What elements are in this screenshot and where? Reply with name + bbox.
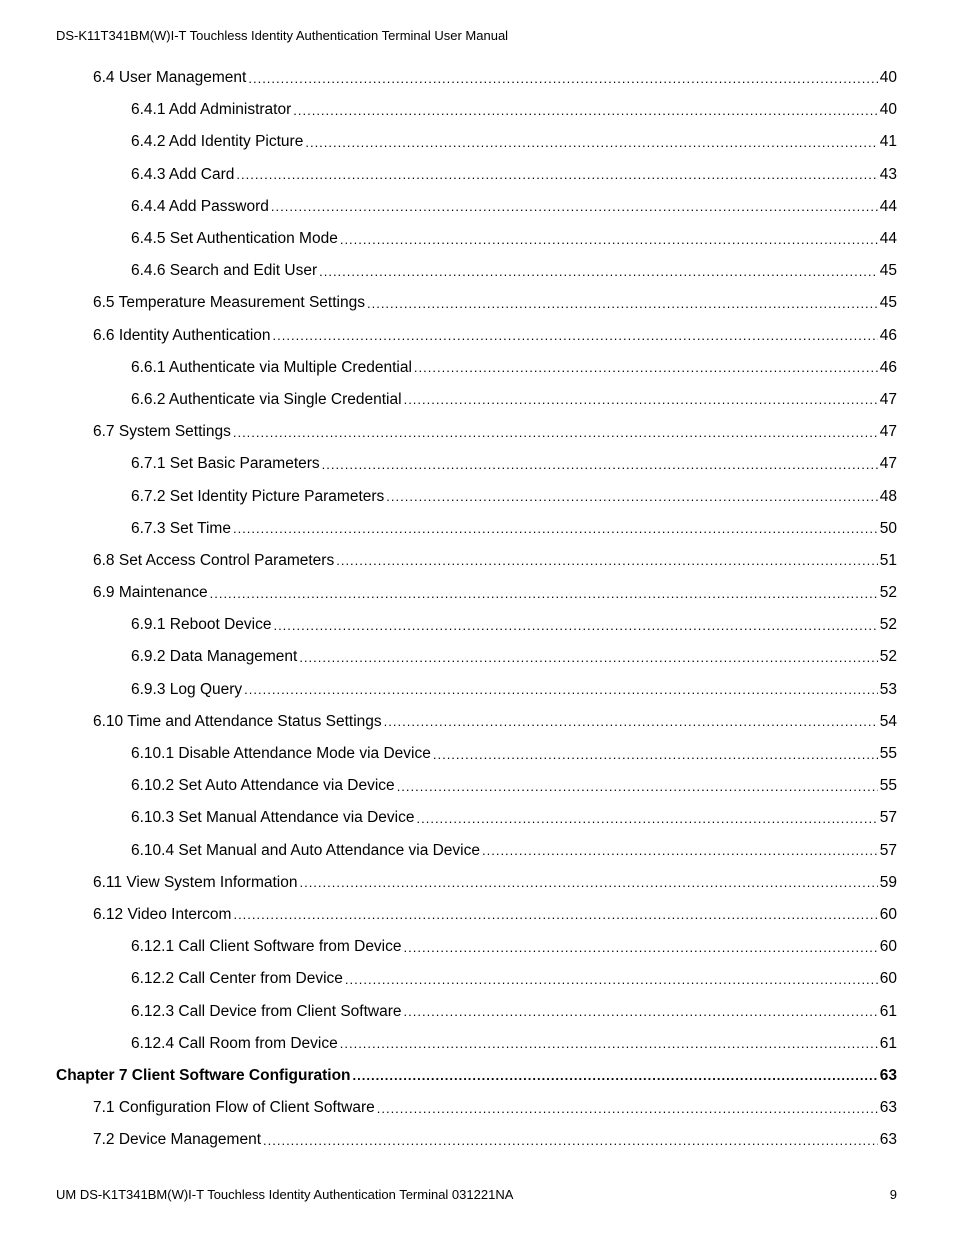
- toc-dot-leader: [236, 167, 877, 182]
- toc-entry[interactable]: [0, 513, 954, 545]
- toc-entry-title: 6.7 System Settings: [93, 423, 231, 441]
- toc-dot-leader: [404, 940, 878, 955]
- toc-dot-leader: [263, 1133, 878, 1148]
- toc-entry-title: 6.6.1 Authenticate via Multiple Credential: [131, 358, 412, 376]
- toc-dot-leader: [273, 618, 877, 633]
- toc-entry-title: 6.4.3 Add Card: [131, 165, 235, 183]
- toc-entry-page: 52: [879, 648, 897, 666]
- toc-dot-leader: [322, 457, 878, 472]
- toc-dot-leader: [273, 328, 878, 343]
- toc-entry-title: 6.9 Maintenance: [93, 584, 208, 602]
- toc-entry-page: 57: [879, 809, 897, 827]
- toc-entry-title: 6.9.3 Log Query: [131, 680, 243, 698]
- toc-entry-title: 6.4 User Management: [93, 69, 247, 87]
- toc-dot-leader: [305, 135, 877, 150]
- toc-entry[interactable]: [0, 802, 954, 834]
- toc-entry[interactable]: [0, 674, 954, 706]
- toc-entry-page: 44: [879, 197, 897, 215]
- toc-entry[interactable]: [0, 62, 954, 94]
- toc-entry-title: 6.11 View System Information: [93, 873, 298, 891]
- toc-entry[interactable]: [0, 287, 954, 319]
- toc-entry[interactable]: [0, 1028, 954, 1060]
- toc-dot-leader: [233, 907, 877, 922]
- toc-entry-page: 63: [879, 1131, 897, 1149]
- toc-entry[interactable]: [0, 867, 954, 899]
- toc-entry-title: 6.10.4 Set Manual and Auto Attendance via Device: [131, 841, 480, 859]
- toc-entry[interactable]: [0, 963, 954, 995]
- toc-entry-page: 46: [879, 326, 897, 344]
- toc-entry-title: 6.12 Video Intercom: [93, 905, 232, 923]
- toc-entry-title: 6.5 Temperature Measurement Settings: [93, 294, 365, 312]
- toc-dot-leader: [248, 71, 877, 86]
- toc-dot-leader: [482, 843, 878, 858]
- toc-entry[interactable]: [0, 223, 954, 255]
- toc-entry-page: 63: [879, 1099, 897, 1117]
- toc-entry-page: 52: [879, 616, 897, 634]
- toc-entry[interactable]: [0, 609, 954, 641]
- toc-dot-leader: [271, 199, 878, 214]
- toc-entry-page: 51: [879, 551, 897, 569]
- toc-entry-title: 6.10 Time and Attendance Status Settings: [93, 712, 382, 730]
- toc-entry-page: 52: [879, 584, 897, 602]
- toc-dot-leader: [299, 875, 877, 890]
- toc-entry-page: 54: [879, 712, 897, 730]
- toc-entry[interactable]: [0, 126, 954, 158]
- toc-entry[interactable]: [0, 706, 954, 738]
- toc-entry[interactable]: [0, 577, 954, 609]
- table-of-contents: [0, 62, 954, 1156]
- toc-entry[interactable]: [0, 191, 954, 223]
- toc-entry-title: 6.4.1 Add Administrator: [131, 101, 292, 119]
- toc-chapter-entry[interactable]: [0, 1060, 954, 1092]
- toc-entry-page: 61: [879, 1002, 897, 1020]
- toc-entry-title: 6.10.1 Disable Attendance Mode via Device: [131, 745, 431, 763]
- toc-entry-page: 61: [879, 1034, 897, 1052]
- toc-entry[interactable]: [0, 480, 954, 512]
- toc-entry-title: 6.7.3 Set Time: [131, 519, 231, 537]
- toc-dot-leader: [414, 360, 878, 375]
- toc-entry-title: Chapter 7 Client Software Configuration: [56, 1066, 351, 1084]
- toc-dot-leader: [244, 682, 878, 697]
- toc-dot-leader: [433, 747, 878, 762]
- toc-entry[interactable]: [0, 995, 954, 1027]
- toc-entry-page: 60: [879, 938, 897, 956]
- toc-entry[interactable]: [0, 545, 954, 577]
- toc-dot-leader: [233, 521, 878, 536]
- toc-entry[interactable]: [0, 320, 954, 352]
- toc-dot-leader: [377, 1101, 878, 1116]
- toc-entry-page: 40: [879, 69, 897, 87]
- toc-entry[interactable]: [0, 255, 954, 287]
- toc-entry-title: 6.7.1 Set Basic Parameters: [131, 455, 320, 473]
- toc-entry-page: 45: [879, 294, 897, 312]
- toc-entry-page: 48: [879, 487, 897, 505]
- toc-entry-page: 53: [879, 680, 897, 698]
- page-footer: [56, 1187, 897, 1202]
- toc-entry-page: 43: [879, 165, 897, 183]
- toc-dot-leader: [336, 553, 878, 568]
- toc-dot-leader: [319, 264, 878, 279]
- toc-entry-title: 6.10.3 Set Manual Attendance via Device: [131, 809, 415, 827]
- toc-entry-page: 44: [879, 230, 897, 248]
- toc-dot-leader: [367, 296, 878, 311]
- toc-entry[interactable]: [0, 931, 954, 963]
- toc-entry-page: 40: [879, 101, 897, 119]
- toc-entry-page: 46: [879, 358, 897, 376]
- toc-dot-leader: [417, 811, 878, 826]
- toc-dot-leader: [299, 650, 877, 665]
- toc-entry-page: 59: [879, 873, 897, 891]
- toc-entry-page: 45: [879, 262, 897, 280]
- toc-entry-title: 6.6.2 Authenticate via Single Credential: [131, 390, 402, 408]
- toc-dot-leader: [210, 586, 878, 601]
- toc-entry-title: 6.4.5 Set Authentication Mode: [131, 230, 338, 248]
- toc-dot-leader: [345, 972, 878, 987]
- page-header: DS-K11T341BM(W)I-T Touchless Identity Authentication Terminal User Manual: [56, 28, 509, 43]
- toc-dot-leader: [340, 232, 878, 247]
- toc-entry-title: 6.9.1 Reboot Device: [131, 616, 272, 634]
- toc-dot-leader: [384, 714, 878, 729]
- toc-entry[interactable]: [0, 835, 954, 867]
- toc-entry-page: 50: [879, 519, 897, 537]
- toc-entry-title: 6.12.3 Call Device from Client Software: [131, 1002, 402, 1020]
- toc-dot-leader: [404, 392, 878, 407]
- toc-dot-leader: [353, 1068, 878, 1083]
- toc-entry[interactable]: [0, 738, 954, 770]
- toc-entry-title: 7.1 Configuration Flow of Client Software: [93, 1099, 375, 1117]
- toc-dot-leader: [397, 779, 878, 794]
- toc-entry-title: 6.4.4 Add Password: [131, 197, 269, 215]
- toc-entry[interactable]: [0, 352, 954, 384]
- toc-dot-leader: [293, 103, 877, 118]
- toc-entry-title: 6.10.2 Set Auto Attendance via Device: [131, 777, 395, 795]
- toc-entry[interactable]: [0, 384, 954, 416]
- toc-entry-title: 6.12.4 Call Room from Device: [131, 1034, 338, 1052]
- footer-document-id: UM DS-K1T341BM(W)I-T Touchless Identity Authentication Terminal 031221NA: [56, 1187, 514, 1202]
- toc-entry-title: 7.2 Device Management: [93, 1131, 262, 1149]
- toc-dot-leader: [404, 1004, 878, 1019]
- toc-entry[interactable]: [0, 1124, 954, 1156]
- toc-entry[interactable]: [0, 94, 954, 126]
- toc-entry-title: 6.8 Set Access Control Parameters: [93, 551, 335, 569]
- toc-entry-page: 47: [879, 455, 897, 473]
- toc-entry-page: 60: [879, 905, 897, 923]
- toc-entry-page: 55: [879, 777, 897, 795]
- toc-entry-title: 6.7.2 Set Identity Picture Parameters: [131, 487, 385, 505]
- toc-entry[interactable]: [0, 641, 954, 673]
- toc-entry-title: 6.4.6 Search and Edit User: [131, 262, 318, 280]
- toc-entry-page: 55: [879, 745, 897, 763]
- toc-entry-page: 57: [879, 841, 897, 859]
- toc-entry[interactable]: [0, 770, 954, 802]
- toc-entry[interactable]: [0, 448, 954, 480]
- toc-entry[interactable]: [0, 159, 954, 191]
- toc-entry-page: 47: [879, 423, 897, 441]
- footer-page-number: 9: [889, 1187, 897, 1202]
- toc-entry-page: 63: [879, 1066, 897, 1084]
- toc-entry-title: 6.12.1 Call Client Software from Device: [131, 938, 402, 956]
- toc-entry[interactable]: [0, 1092, 954, 1124]
- toc-dot-leader: [340, 1036, 878, 1051]
- toc-entry-page: 47: [879, 390, 897, 408]
- toc-entry[interactable]: [0, 899, 954, 931]
- toc-entry[interactable]: [0, 416, 954, 448]
- toc-entry-title: 6.12.2 Call Center from Device: [131, 970, 343, 988]
- toc-entry-page: 60: [879, 970, 897, 988]
- toc-entry-title: 6.6 Identity Authentication: [93, 326, 271, 344]
- toc-entry-title: 6.9.2 Data Management: [131, 648, 298, 666]
- toc-dot-leader: [233, 425, 878, 440]
- toc-entry-title: 6.4.2 Add Identity Picture: [131, 133, 304, 151]
- toc-dot-leader: [386, 489, 877, 504]
- toc-entry-page: 41: [879, 133, 897, 151]
